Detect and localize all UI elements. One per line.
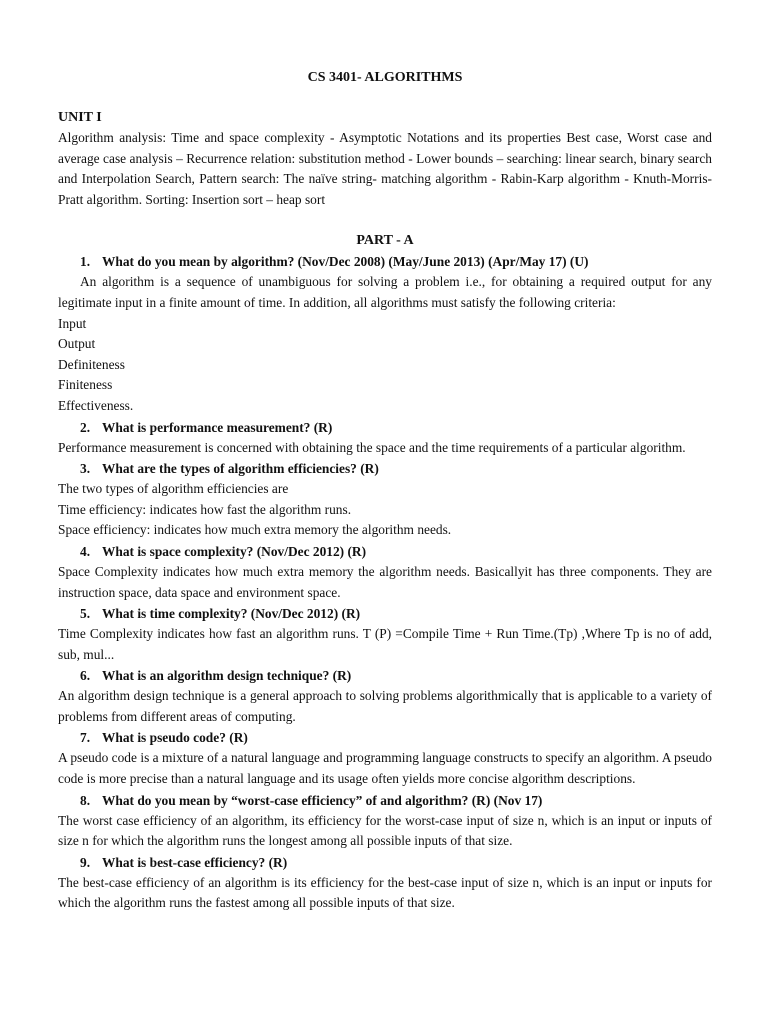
question-text: What is time complexity? (Nov/Dec 2012) (R) [102, 606, 361, 622]
question-text: What are the types of algorithm efficiencies? (R) [102, 461, 379, 477]
answer-line: Space efficiency: indicates how much extra memory the algorithm needs. [58, 522, 452, 538]
question-text: What do you mean by algorithm? (Nov/Dec 2008) (May/June 2013) (Apr/May 17) (U) [102, 254, 589, 270]
document-page [58, 67, 712, 914]
question-heading [58, 417, 712, 438]
answer-line: Time efficiency: indicates how fast the algorithm runs. [58, 501, 352, 517]
criteria-item: Definiteness [58, 356, 125, 372]
question-text: What is space complexity? (Nov/Dec 2012) (R) [102, 543, 367, 559]
question-text: What do you mean by “worst-case efficiency” of and algorithm? (R) (Nov 17) [102, 792, 543, 808]
answer-text: Space Complexity indicates how much extra memory the algorithm needs. Basicallyit has three components. They are instruction space, data space and environment space. [58, 563, 712, 600]
part-heading: PART - A [356, 233, 414, 249]
question-heading [58, 852, 712, 873]
question-number: 6. [80, 668, 91, 684]
answer-text: A pseudo code is a mixture of a natural language and programming language constructs to specify an algorithm. A pseudo code is more precise than a natural language and its usage often yields more concise algorithm descriptions. [58, 750, 712, 787]
answer-text: The best-case efficiency of an algorithm is its efficiency for the best-case input of size n, which is an input or inputs for which the algorithm runs the fastest among all possible inputs of that size. [58, 874, 712, 911]
question-heading [58, 727, 712, 748]
question-number: 7. [80, 730, 91, 746]
answer-text: Performance measurement is concerned with obtaining the space and the time requirements of a particular algorithm. [58, 439, 686, 455]
document-title: CS 3401- ALGORITHMS [307, 70, 463, 85]
question-text: What is pseudo code? (R) [102, 730, 248, 746]
answer-line: The two types of algorithm efficiencies are [58, 481, 289, 497]
question-text: What is best-case efficiency? (R) [102, 854, 288, 870]
criteria-item: Output [58, 336, 96, 352]
question-number: 5. [80, 606, 91, 622]
criteria-item: Input [58, 315, 87, 331]
question-heading [58, 603, 712, 624]
answer-text: An algorithm design technique is a general approach to solving problems algorithmically that is applicable to a variety of problems from different areas of computing. [58, 688, 712, 724]
question-number: 2. [80, 419, 91, 435]
question-heading [58, 790, 712, 811]
unit-heading: UNIT I [58, 110, 102, 125]
question-number: 8. [80, 792, 91, 808]
question-number: 1. [80, 254, 91, 270]
answer-text: An algorithm is a sequence of unambiguous for solving a problem i.e., for obtaining a required output for any legitimate input in a finite amount of time. In addition, all algorithms must satisfy the following criteria: [58, 274, 712, 310]
question-number: 3. [80, 461, 91, 477]
question-heading [58, 665, 712, 686]
question-text: What is performance measurement? (R) [102, 419, 333, 435]
unit-syllabus: Algorithm analysis: Time and space complexity - Asymptotic Notations and its properties Best case, Worst case and average case analysis – Recurrence relation: substitution method - Lower bounds – searching: linear search, binary search and Interpolation Search, Pattern search: The naïve string- matching algorithm - Rabin-Karp algorithm - Knuth-Morris-Pratt algorithm. Sorting: Insertion sort – heap sort [58, 130, 712, 207]
answer-text: Time Complexity indicates how fast an algorithm runs. T (P) =Compile Time + Run Time.(Tp) ,Where Tp is no of add, sub, mul... [58, 626, 712, 662]
criteria-item: Effectiveness. [58, 397, 134, 413]
question-heading [58, 541, 712, 562]
question-heading [58, 458, 712, 479]
question-number: 4. [80, 543, 91, 559]
question-text: What is an algorithm design technique? (R) [102, 668, 352, 684]
criteria-item: Finiteness [58, 377, 113, 393]
answer-text: The worst case efficiency of an algorithm, its efficiency for the worst-case input of size n, which is an input or inputs of size n for which the algorithm runs the longest among all possible inputs of that size. [58, 812, 712, 849]
question-heading [58, 251, 712, 272]
question-number: 9. [80, 854, 91, 870]
